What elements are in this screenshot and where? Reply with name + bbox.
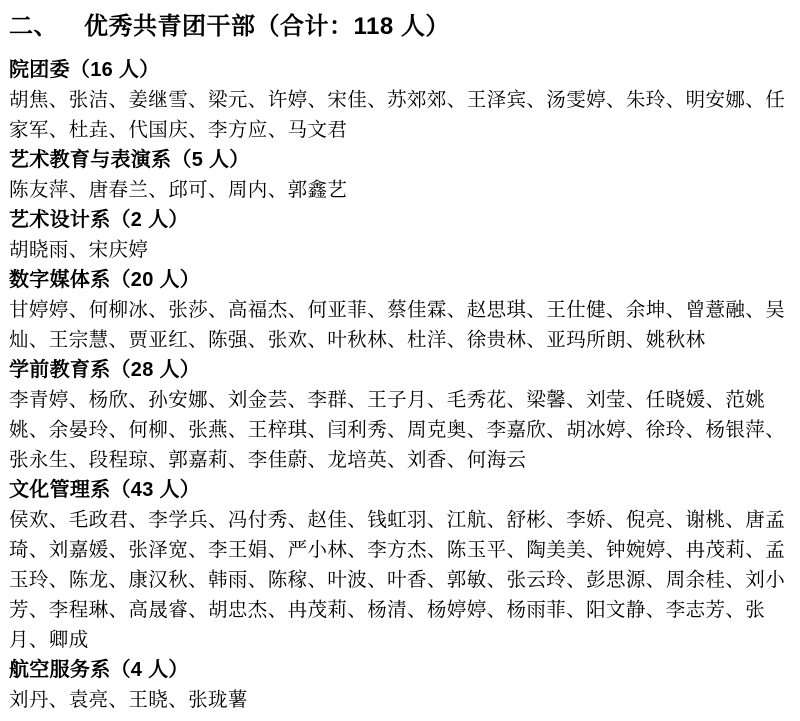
section-preschool-education xyxy=(9,355,788,475)
section-heading: 文化管理系（43 人） xyxy=(9,479,201,501)
section-name-list: 胡晓雨、宋庆婷 xyxy=(9,239,149,261)
section-heading: 艺术教育与表演系（5 人） xyxy=(9,149,250,171)
section-digital-media xyxy=(9,265,788,355)
document-title xyxy=(9,8,788,45)
title-text: 优秀共青团干部（合计：118 人） xyxy=(84,13,450,40)
section-heading: 艺术设计系（2 人） xyxy=(9,209,189,231)
section-heading: 院团委（16 人） xyxy=(9,59,160,81)
section-name-list: 甘婷婷、何柳冰、张莎、高福杰、何亚菲、蔡佳霖、赵思琪、王仕健、余坤、曾薏融、吴灿、王宗慧、贾亚红、陈强、张欢、叶秋林、杜洋、徐贵林、亚玛所朗、姚秋林 xyxy=(9,299,786,351)
section-heading: 航空服务系（4 人） xyxy=(9,659,189,681)
section-name-list: 刘丹、袁亮、王晓、张珑薯 xyxy=(9,689,248,711)
section-name-list: 李青婷、杨欣、孙安娜、刘金芸、李群、王子月、毛秀花、梁馨、刘莹、任晓媛、范姚姚、余晏玲、何柳、张燕、王梓琪、闫利秀、周克奥、李嘉欣、胡冰婷、徐玲、杨银萍、张永生、段程琼、郭嘉莉、李佳蔚、龙培英、刘香、何海云 xyxy=(9,389,786,471)
section-aviation-service xyxy=(9,655,788,715)
title-section-number: 二、 xyxy=(9,13,58,40)
section-heading: 数字媒体系（20 人） xyxy=(9,269,201,291)
section-league-committee xyxy=(9,55,788,145)
section-heading: 学前教育系（28 人） xyxy=(9,359,201,381)
section-name-list: 侯欢、毛政君、李学兵、冯付秀、赵佳、钱虹羽、江航、舒彬、李娇、倪亮、谢桃、唐孟琦、刘嘉媛、张泽宽、李王娟、严小林、李方杰、陈玉平、陶美美、钟婉婷、冉茂莉、孟玉玲、陈龙、康汉秋、韩雨、陈稼、叶波、叶香、郭敏、张云玲、彭思源、周余桂、刘小芳、李程琳、高晟睿、胡忠杰、冉茂莉、杨清、杨婷婷、杨雨菲、阳文静、李志芳、张月、卿成 xyxy=(9,509,786,651)
section-name-list: 胡焦、张洁、姜继雪、梁元、许婷、宋佳、苏郊郊、王泽宾、汤雯婷、朱玲、明安娜、任家军、杜垚、代国庆、李方应、马文君 xyxy=(9,89,786,141)
section-name-list: 陈友萍、唐春兰、邱可、周内、郭鑫艺 xyxy=(9,179,348,201)
section-art-design xyxy=(9,205,788,265)
section-culture-management xyxy=(9,475,788,655)
section-art-education-performance xyxy=(9,145,788,205)
